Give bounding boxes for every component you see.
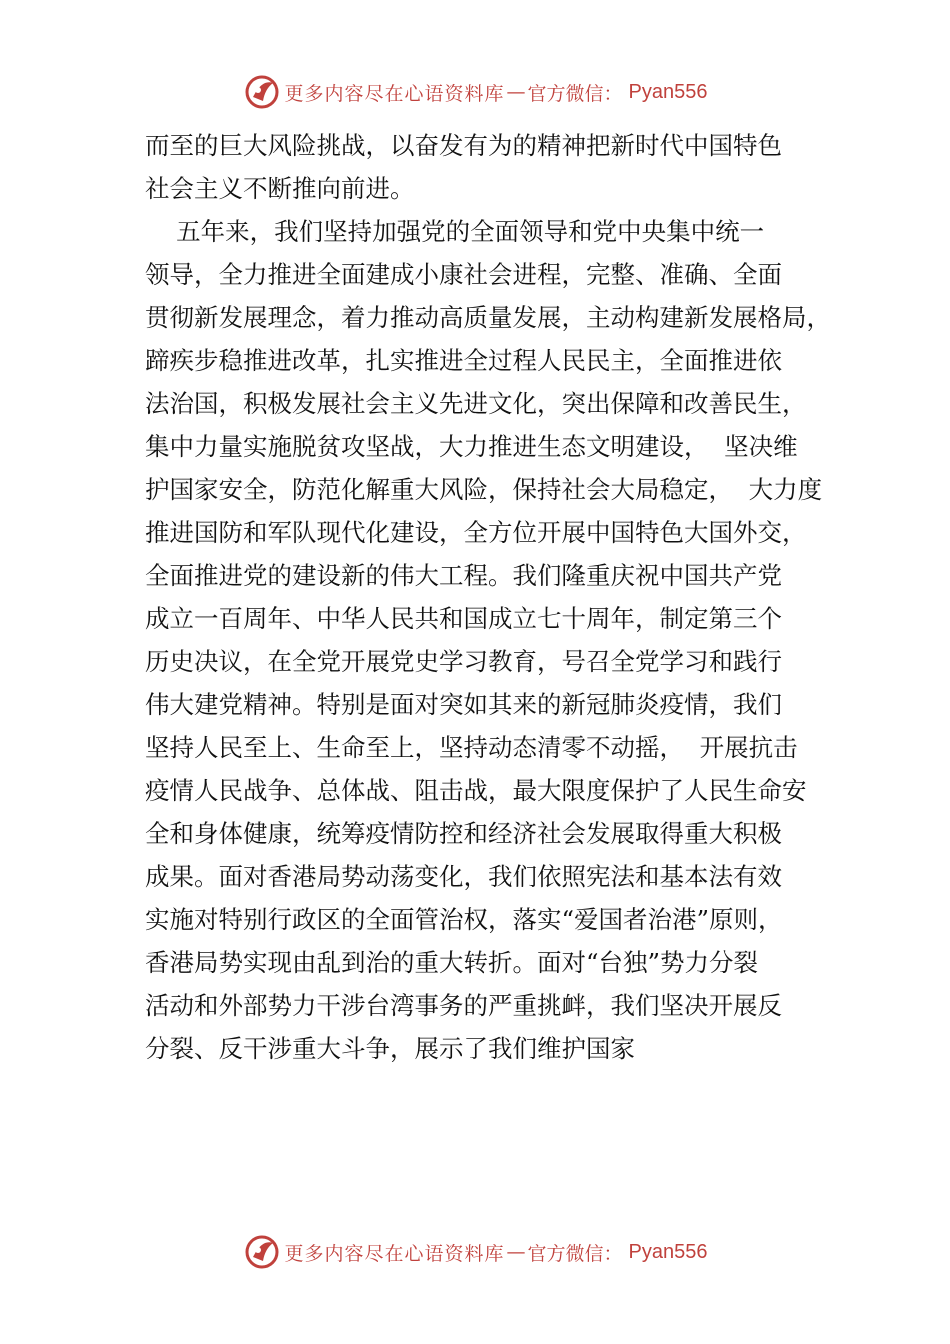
body-line: 全和身体健康，统筹疫情防控和经济社会发展取得重大积极 [145,819,782,848]
banner-wechat-label: 官方微信： [527,82,623,105]
body-line: 分裂、反干涉重大斗争，展示了我们维护国家 [145,1034,635,1063]
body-line: 香港局势实现由乱到治的重大转折。面对“台独”势力分裂 [145,948,759,977]
body-line: 贯彻新发展理念，着力推动高质量发展，主动构建新发展格局， [145,303,831,332]
header-banner [0,72,950,112]
body-line: 社会主义不断推向前进。 [145,174,415,203]
body-line: 领导，全力推进全面建成小康社会进程，完整、准确、全面 [145,260,782,289]
brand-logo-icon [243,1233,281,1271]
body-line: 历史决议，在全党开展党史学习教育，号召全党学习和践行 [145,647,782,676]
banner-wechat-label: 官方微信： [527,1242,623,1265]
banner-separator: — [506,1241,526,1263]
body-line: 成立一百周年、中华人民共和国成立七十周年，制定第三个 [145,604,782,633]
brand-logo-icon [243,73,281,111]
footer-banner [0,1232,950,1272]
body-line: 活动和外部势力干涉台湾事务的严重挑衅，我们坚决开展反 [145,991,782,1020]
body-line: 法治国，积极发展社会主义先进文化，突出保障和改善民生， [145,389,807,418]
banner-separator: — [506,81,526,103]
document-body [145,124,845,1070]
body-line: 五年来，我们坚持加强党的全面领导和党中央集中统一 [145,217,765,246]
body-line: 护国家安全，防范化解重大风险，保持社会大局稳定， 大力度 [145,475,823,504]
body-line: 疫情人民战争、总体战、阻击战，最大限度保护了人民生命安 [145,776,807,805]
banner-wechat-id: Pyan556 [628,80,708,103]
body-line: 蹄疾步稳推进改革，扎实推进全过程人民民主，全面推进依 [145,346,782,375]
body-line: 推进国防和军队现代化建设，全方位开展中国特色大国外交， [145,518,807,547]
body-line: 集中力量实施脱贫攻坚战，大力推进生态文明建设， 坚决维 [145,432,798,461]
body-line: 全面推进党的建设新的伟大工程。我们隆重庆祝中国共产党 [145,561,782,590]
banner-title: 更多内容尽在心语资料库 [284,82,505,105]
body-line: 成果。面对香港局势动荡变化，我们依照宪法和基本法有效 [145,862,782,891]
body-line: 伟大建党精神。特别是面对突如其来的新冠肺炎疫情，我们 [145,690,782,719]
body-line: 实施对特别行政区的全面管治权，落实“爱国者治港”原则， [145,905,783,934]
banner-title: 更多内容尽在心语资料库 [284,1242,505,1265]
banner-wechat-id: Pyan556 [628,1240,708,1263]
body-line: 而至的巨大风险挑战，以奋发有为的精神把新时代中国特色 [145,131,782,160]
body-line: 坚持人民至上、生命至上，坚持动态清零不动摇， 开展抗击 [145,733,798,762]
